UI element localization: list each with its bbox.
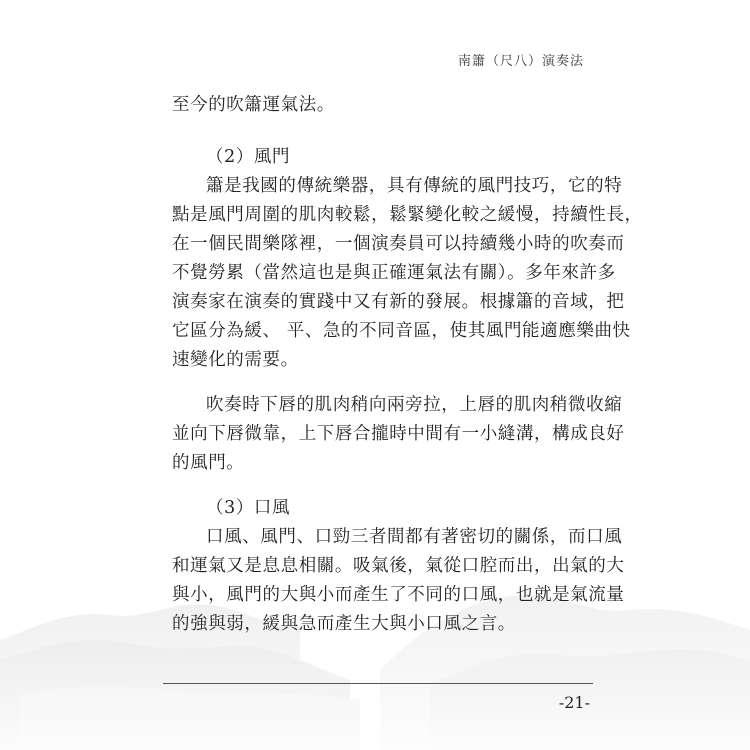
text-line: 不覺勞累（當然這也是與正確運氣法有關）。多年來許多 xyxy=(172,263,616,283)
text-line: 點是風門周圍的肌肉較鬆，鬆緊變化較之緩慢，持續性長， xyxy=(172,205,643,225)
text-line: 至今的吹簫運氣法。 xyxy=(172,95,335,115)
footer-rule xyxy=(163,683,593,684)
text-line: 的強與弱，緩與急而產生大與小口風之言。 xyxy=(172,614,516,634)
text-line: 並向下唇微靠，上下唇合攏時中間有一小縫溝，構成良好 xyxy=(172,424,625,444)
text-line: 與小，風門的大與小而產生了不同的口風，也就是氣流量 xyxy=(172,585,625,605)
text-line: 它區分為緩、 平、急的不同音區，使其風門能適應樂曲快 xyxy=(172,321,631,341)
text-line: 吹奏時下唇的肌肉稍向兩旁拉，上唇的肌肉稍微收縮 xyxy=(206,395,623,415)
section-heading-wind-gate: （2）風門 xyxy=(206,147,291,167)
running-head: 南簫（尺八）演奏法 xyxy=(457,54,584,69)
text-line: 簫是我國的傳統樂器，具有傳統的風門技巧，它的特 xyxy=(206,176,623,196)
text-line: 口風、風門、口勁三者間都有著密切的關係，而口風 xyxy=(206,527,623,547)
text-line: 在一個民間樂隊裡，一個演奏員可以持續幾小時的吹奏而 xyxy=(172,234,625,254)
text-line: 演奏家在演奏的實踐中又有新的發展。根據簫的音域，把 xyxy=(172,292,625,312)
page-number: -21- xyxy=(558,693,590,712)
text-line: 和運氣又是息息相關。吸氣後，氣從口腔而出，出氣的大 xyxy=(172,556,625,576)
text-line: 速變化的需要。 xyxy=(172,350,299,370)
section-heading-mouth-wind: （3）口風 xyxy=(206,498,291,518)
text-line: 的風門。 xyxy=(172,453,245,473)
